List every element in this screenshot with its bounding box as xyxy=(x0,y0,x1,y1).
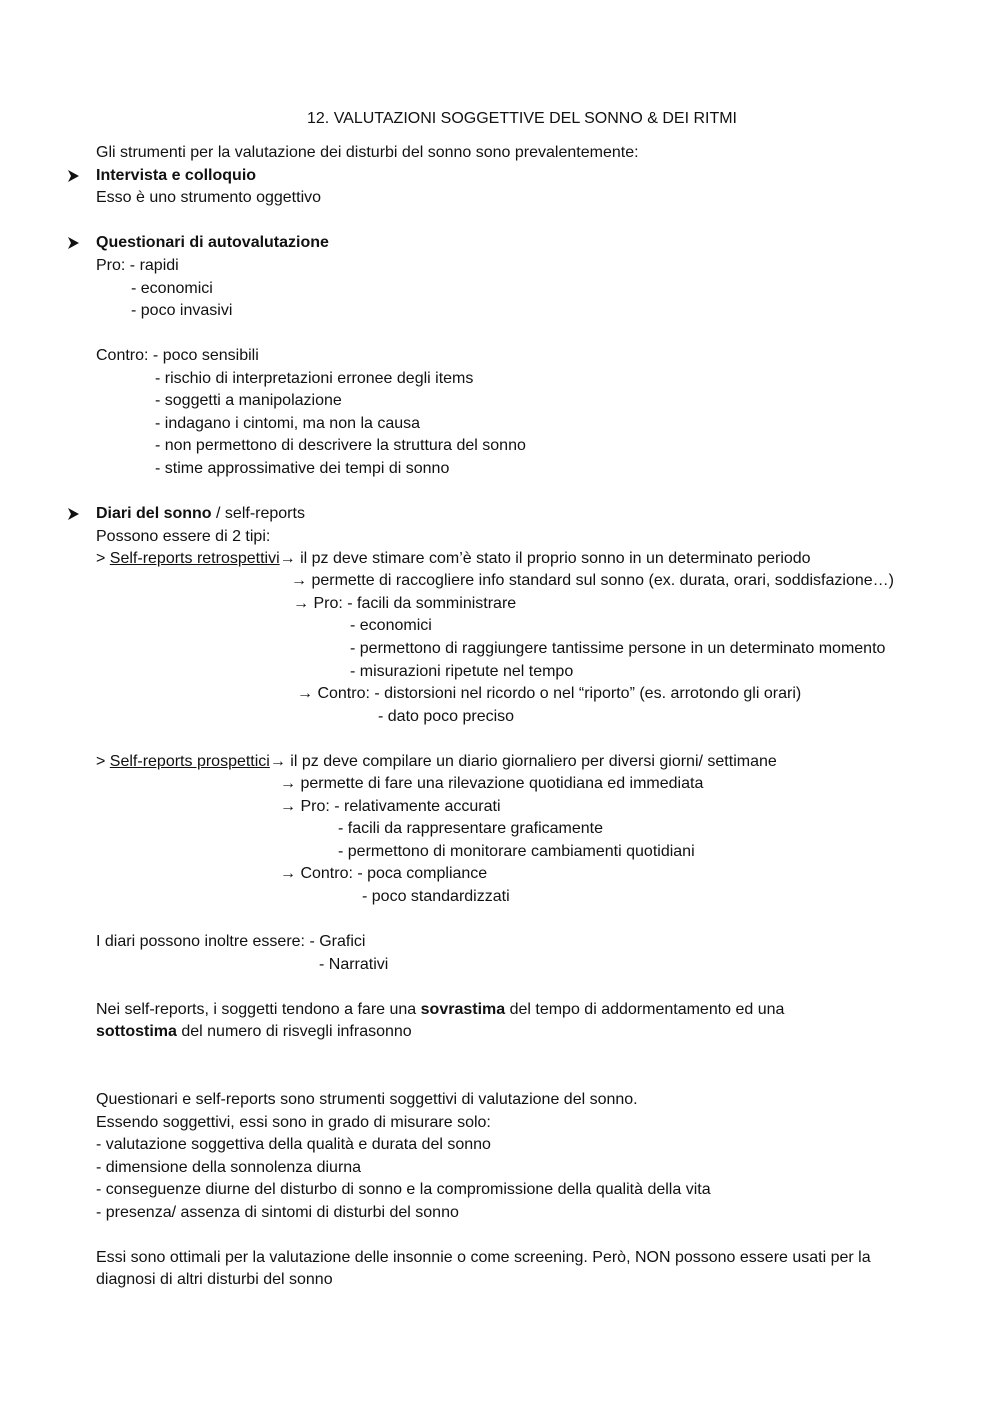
list-item: - facili da rappresentare graficamente xyxy=(338,820,604,837)
arrow-icon: → xyxy=(280,798,296,815)
list-item: - misurazioni ripetute nel tempo xyxy=(350,663,574,680)
list-item: - indagano i cintomi, ma non la causa xyxy=(155,415,421,432)
page-title: 12. VALUTAZIONI SOGGETTIVE DEL SONNO & DEI RITMI xyxy=(307,110,737,127)
arrow-icon: → xyxy=(297,685,313,702)
retro-contro: → Contro: - distorsioni nel ricordo o nel “riporto” (es. arrotondo gli orari) xyxy=(297,685,802,702)
retro-pro: → Pro: - facili da somministrare xyxy=(293,595,517,612)
list-item: - economici xyxy=(350,617,432,634)
closing-line-2: Essendo soggettivi, essi sono in grado di misurare solo: xyxy=(96,1114,491,1131)
list-item: Contro: - poco sensibili xyxy=(96,347,259,364)
arrowhead-bullet-icon xyxy=(67,504,81,524)
arrow-icon: → xyxy=(279,550,296,567)
list-item: - stime approssimative dei tempi di sonno xyxy=(155,460,450,477)
prosp-line-1: > Self-reports prospettici→ il pz deve compilare un diario giornaliero per diversi giorni/ settimane xyxy=(96,753,777,770)
list-item: - poco standardizzati xyxy=(362,888,510,905)
list-item: - poco invasivi xyxy=(131,302,233,319)
arrowhead-bullet-icon xyxy=(67,233,81,253)
list-item: - non permettono di descrivere la struttura del sonno xyxy=(155,437,526,454)
selfreport-paragraph-line-2: sottostima del numero di risvegli infrasonno xyxy=(96,1023,412,1040)
arrowhead-bullet-icon xyxy=(67,166,81,186)
list-item: - conseguenze diurne del disturbo di sonno e la compromissione della qualità della vita xyxy=(96,1181,711,1198)
list-item: - dimensione della sonnolenza diurna xyxy=(96,1159,362,1176)
list-item: - Narrativi xyxy=(319,956,389,973)
list-item: - permettono di monitorare cambiamenti quotidiani xyxy=(338,843,695,860)
list-item: - dato poco preciso xyxy=(378,708,515,725)
list-item: - economici xyxy=(131,280,213,297)
final-line-2: diagnosi di altri disturbi del sonno xyxy=(96,1271,333,1288)
list-item: - soggetti a manipolazione xyxy=(155,392,342,409)
section-heading-diari: Diari del sonno / self-reports xyxy=(96,505,305,522)
closing-line-1: Questionari e self-reports sono strumenti soggettivi di valutazione del sonno. xyxy=(96,1091,638,1108)
list-item: - presenza/ assenza di sintomi di disturbi del sonno xyxy=(96,1204,459,1221)
types-intro: Possono essere di 2 tipi: xyxy=(96,528,271,545)
prosp-contro: → Contro: - poca compliance xyxy=(280,865,488,882)
list-item: Pro: - rapidi xyxy=(96,257,179,274)
prosp-line-2: → permette di fare una rilevazione quotidiana ed immediata xyxy=(280,775,704,792)
section-heading-questionari: Questionari di autovalutazione xyxy=(96,234,329,251)
retro-line-1: > Self-reports retrospettivi→ il pz deve stimare com’è stato il proprio sonno in un determinato periodo xyxy=(96,550,811,567)
arrow-icon: → xyxy=(269,753,286,770)
intro-text: Gli strumenti per la valutazione dei disturbi del sonno sono prevalentemente: xyxy=(96,144,639,161)
list-item: - rischio di interpretazioni erronee degli items xyxy=(155,370,474,387)
arrow-icon: → xyxy=(280,775,296,792)
section-heading-intervista: Intervista e colloquio xyxy=(96,167,257,184)
diari-types: I diari possono inoltre essere: - Grafici xyxy=(96,933,366,950)
list-item: - permettono di raggiungere tantissime persone in un determinato momento xyxy=(350,640,886,657)
arrow-icon: → xyxy=(293,595,309,612)
selfreport-paragraph-line-1: Nei self-reports, i soggetti tendono a fare una sovrastima del tempo di addormentamento ed una xyxy=(96,1001,785,1018)
section-text-intervista: Esso è uno strumento oggettivo xyxy=(96,189,322,206)
arrow-icon: → xyxy=(280,865,296,882)
list-item: - valutazione soggettiva della qualità e durata del sonno xyxy=(96,1136,491,1153)
prosp-pro: → Pro: - relativamente accurati xyxy=(280,798,501,815)
final-line-1: Essi sono ottimali per la valutazione delle insonnie o come screening. Però, NON possono essere usati per la xyxy=(96,1249,871,1266)
arrow-icon: → xyxy=(291,572,307,589)
retro-line-2: → permette di raccogliere info standard sul sonno (ex. durata, orari, soddisfazione…) xyxy=(291,572,894,589)
